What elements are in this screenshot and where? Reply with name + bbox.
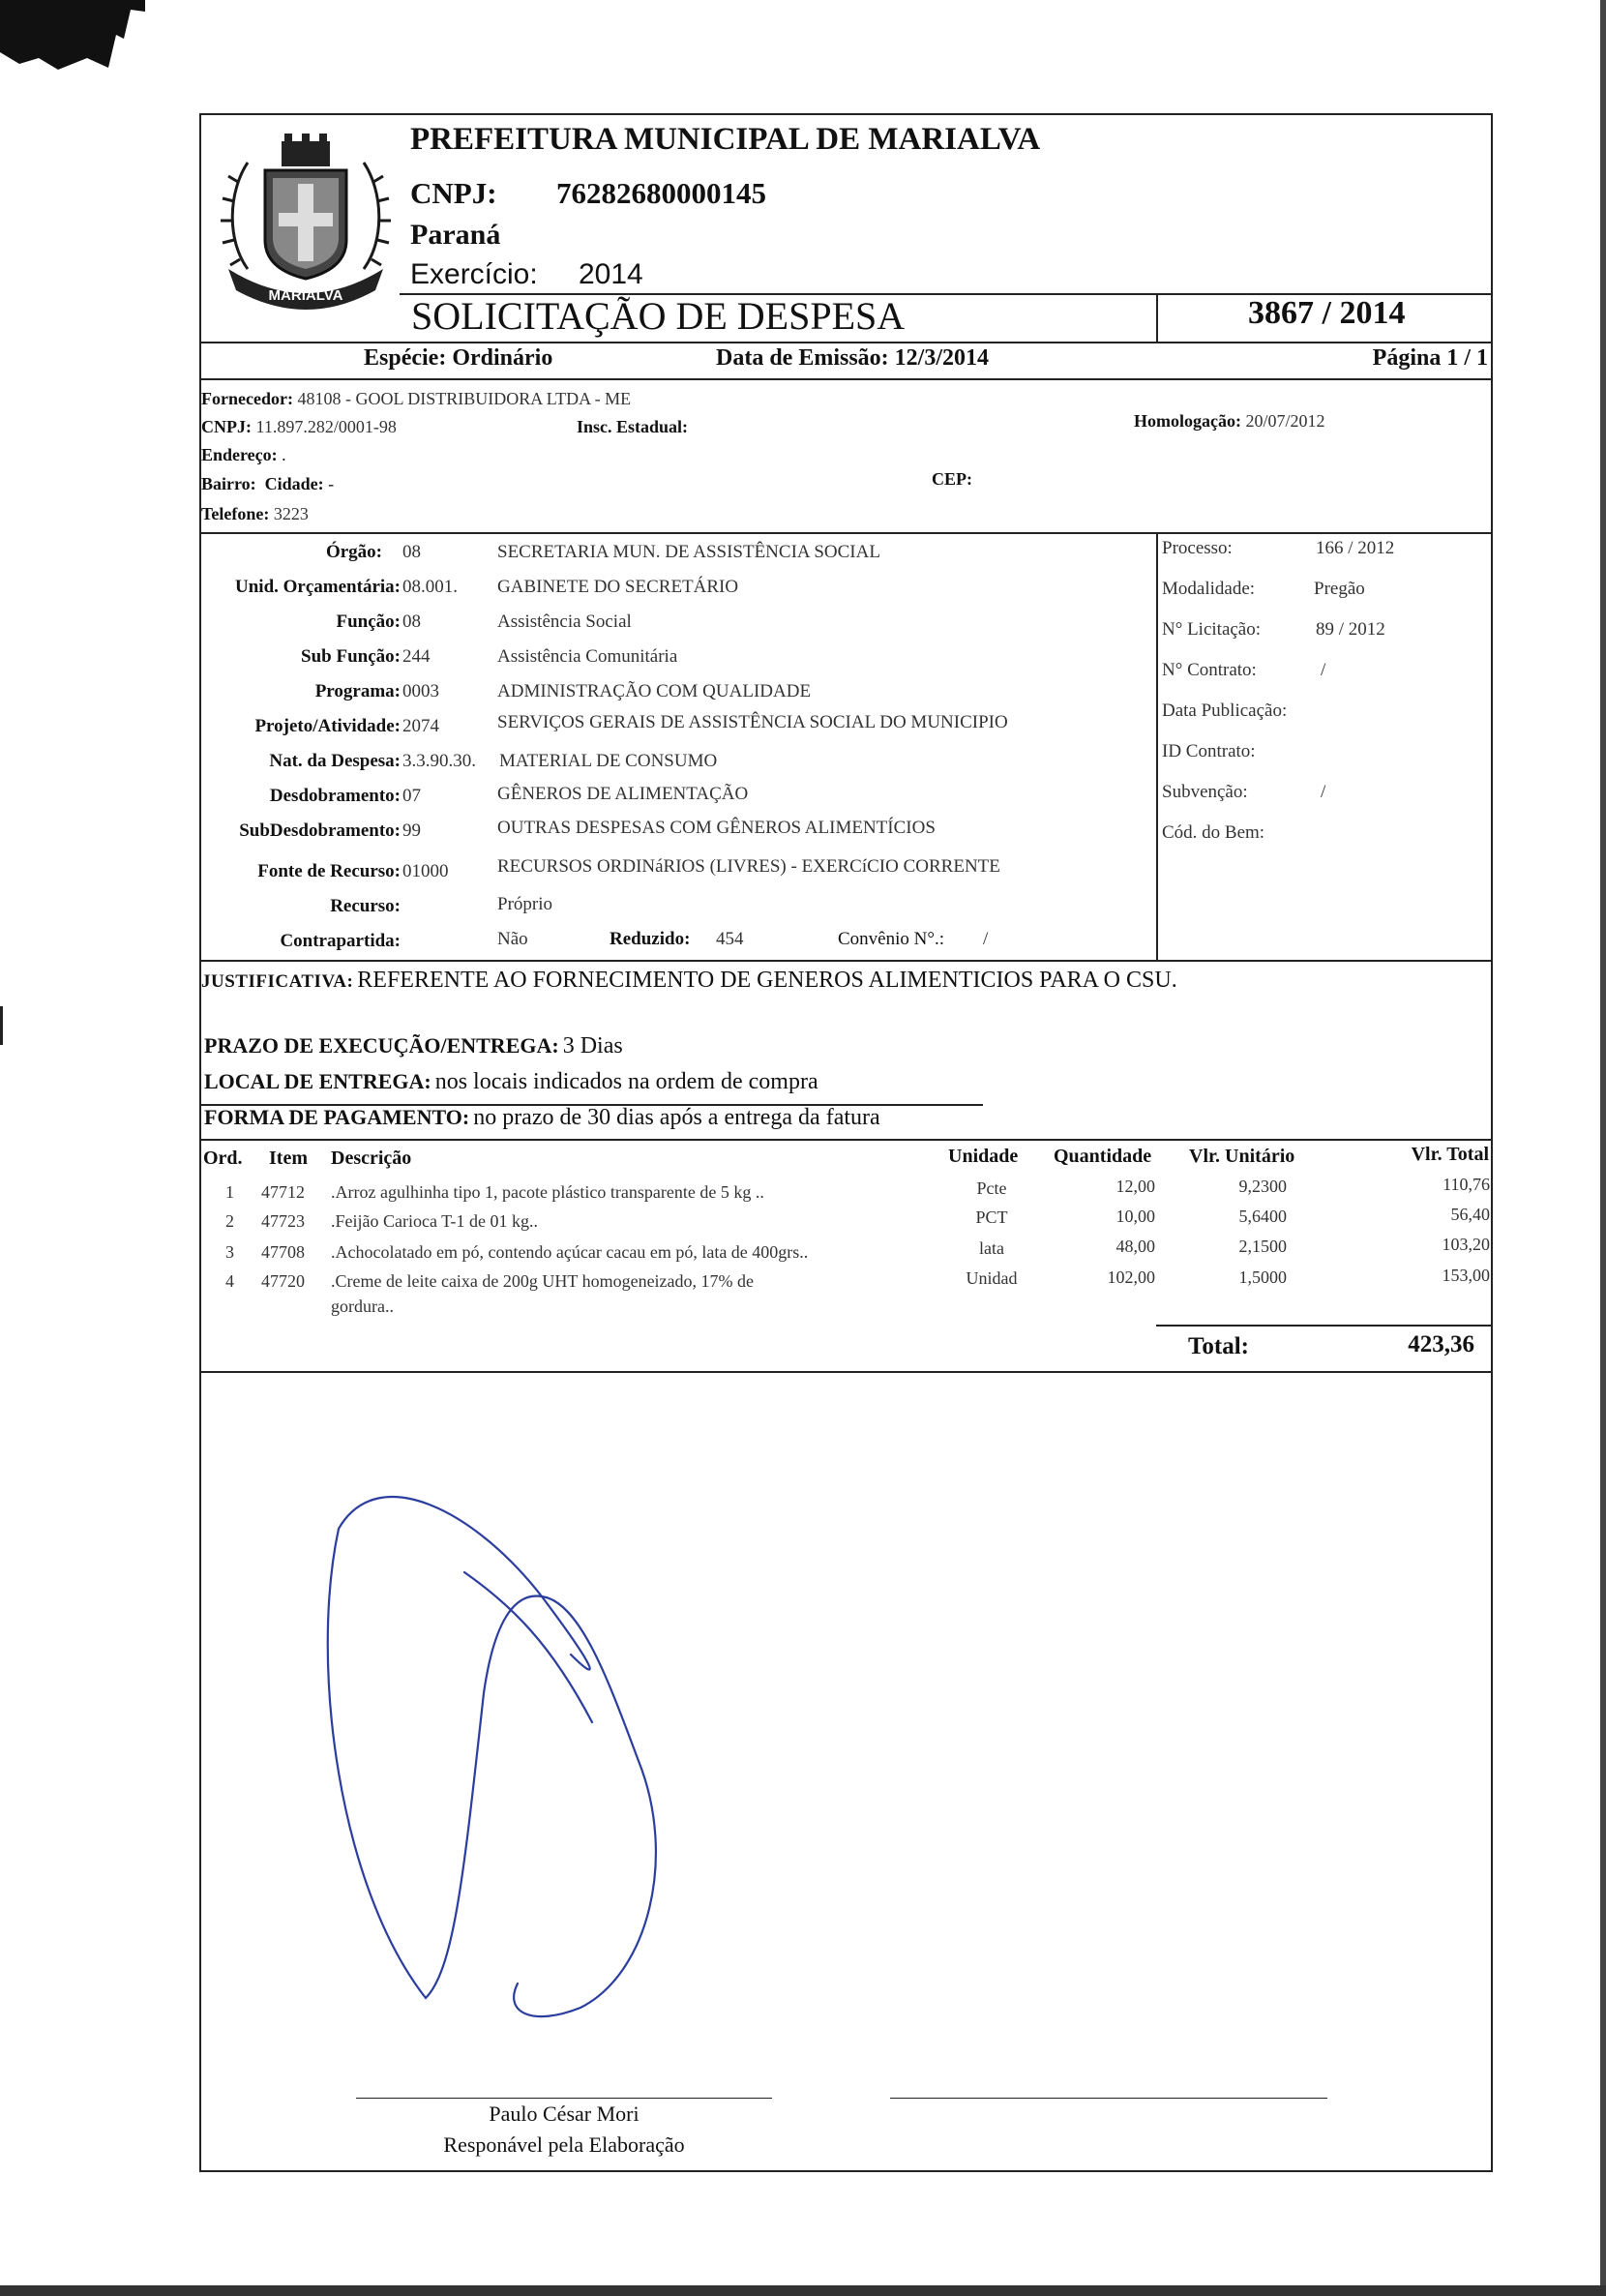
signatory-role: Responável pela Elaboração [443,2132,685,2157]
budget-label-recurso: Recurso: [330,896,401,916]
table-row-3-desc: .Achocolatado em pó, contendo açúcar cacau em pó, lata de 400grs.. [331,1242,809,1262]
total-value: 423,36 [1408,1331,1474,1357]
table-row-4-ord: 4 [225,1271,234,1291]
budget-desc-projeto: SERVIÇOS GERAIS DE ASSISTÊNCIA SOCIAL DO MUNICIPIO [497,712,1008,732]
table-row-3-item: 47708 [261,1242,305,1262]
forma-pagamento-value: no prazo de 30 dias após a entrega da fatura [473,1105,880,1130]
signatory-name: Paulo César Mori [489,2102,639,2126]
total-label: Total: [1188,1333,1249,1359]
process-value-modalidade: Pregão [1314,579,1365,599]
budget-desc-subdesdobramento: OUTRAS DESPESAS COM GÊNEROS ALIMENTÍCIOS [497,818,936,838]
homologacao-row [1134,411,1325,432]
table-row-3-unidade: lata [979,1238,1004,1258]
contrapartida-value: Não [497,929,528,949]
process-value-licitacao: 89 / 2012 [1316,619,1385,640]
signature-line-left [356,2098,772,2099]
budget-label-funcao: Função: [336,611,401,632]
budget-code-subdesdobramento: 99 [402,820,421,841]
process-label-publicacao: Data Publicação: [1162,701,1288,721]
budget-code-funcao: 08 [402,611,421,632]
budget-code-natureza: 3.3.90.30. [402,751,476,771]
budget-desc-fonte: RECURSOS ORDINáRIOS (LIVRES) - EXERCíCIO CORRENTE [497,856,1000,877]
endereco-row [201,445,286,465]
table-row-4-desc-cont: gordura.. [331,1297,394,1316]
municipal-coat-of-arms-icon [209,124,402,317]
budget-label-programa: Programa: [314,681,401,701]
budget-label-natureza: Nat. da Despesa: [269,751,401,771]
svg-text:MARIALVA: MARIALVA [268,287,343,304]
table-row-2-desc: .Feijão Carioca T-1 de 01 kg.. [331,1211,538,1231]
col-header-ord: Ord. [203,1148,243,1169]
especie: Espécie: Ordinário [364,345,553,371]
cnpj-label: CNPJ: [410,176,497,210]
convenio-value: / [983,929,989,949]
signature-line-right [890,2098,1327,2099]
table-row-1-desc: .Arroz agulhinha tipo 1, pacote plástico transparente de 5 kg .. [331,1182,764,1202]
table-row-4-quantidade: 102,00 [1107,1267,1155,1287]
table-row-2-unidade: PCT [975,1208,1008,1227]
budget-label-subdesdobramento: SubDesdobramento: [239,820,401,841]
telefone-row [201,504,309,524]
budget-label-projeto: Projeto/Atividade: [254,716,401,736]
budget-code-subfuncao: 244 [402,646,431,667]
supplier-cnpj-row [201,417,397,437]
budget-desc-subfuncao: Assistência Comunitária [497,646,678,667]
homologacao-value: 20/07/2012 [1245,411,1325,431]
exercicio-value: 2014 [579,258,643,290]
table-row-1-item: 47712 [261,1182,305,1202]
table-row-4-desc: .Creme de leite caixa de 200g UHT homogeneizado, 17% de [331,1271,755,1291]
cidade-value: - [328,474,335,493]
table-row-1-total: 110,76 [1442,1175,1490,1194]
col-header-descricao: Descrição [331,1148,412,1169]
table-row-3-quantidade: 48,00 [1115,1237,1155,1256]
process-label-processo: Processo: [1162,538,1233,558]
budget-code-desdobramento: 07 [402,786,421,806]
table-row-3-unitario: 2,1500 [1238,1237,1287,1256]
col-header-total: Vlr. Total [1411,1144,1489,1165]
table-row-3-ord: 3 [225,1242,234,1262]
insc-estadual-label: Insc. Estadual: [577,417,689,436]
local-entrega-value: nos locais indicados na ordem de compra [434,1069,818,1094]
cidade-label: Cidade: [264,474,324,493]
prazo-label: PRAZO DE EXECUÇÃO/ENTREGA: [204,1033,559,1058]
municipality-name: PREFEITURA MUNICIPAL DE MARIALVA [410,122,1041,157]
scan-left-edge [0,1006,3,1045]
budget-code-orgao: 08 [402,542,421,562]
table-row-2-item: 47723 [261,1211,305,1231]
table-row-4-item: 47720 [261,1271,305,1291]
supplier-bottom-rule [199,532,1493,534]
pagina: Página 1 / 1 [1372,345,1488,371]
justificativa-row [201,968,1177,994]
telefone-value: 3223 [273,504,309,523]
col-header-unidade: Unidade [948,1146,1019,1167]
process-value-subvencao: / [1321,782,1326,802]
col-header-quantidade: Quantidade [1054,1146,1152,1167]
scan-right-edge [1600,0,1606,2296]
process-label-subvencao: Subvenção: [1162,782,1248,802]
table-row-2-quantidade: 10,00 [1115,1207,1155,1226]
items-top-rule [199,1139,1493,1141]
fornecedor-value: 48108 - GOOL DISTRIBUIDORA LTDA - ME [297,389,632,408]
table-row-1-unitario: 9,2300 [1238,1177,1287,1196]
telefone-label: Telefone: [201,504,270,523]
col-header-unitario: Vlr. Unitário [1189,1146,1295,1167]
local-entrega-row [204,1069,818,1095]
budget-desc-funcao: Assistência Social [497,611,632,632]
table-row-4-total: 153,00 [1442,1266,1490,1285]
budget-code-programa: 0003 [402,681,439,701]
table-row-3-total: 103,20 [1442,1235,1490,1254]
supplier-cnpj-label: CNPJ: [201,417,252,436]
title-bottom-rule [199,342,1493,343]
table-row-1-quantidade: 12,00 [1115,1177,1155,1196]
budget-label-unid: Unid. Orçamentária: [235,577,401,597]
bairro-row [201,474,334,494]
budget-code-unid: 08.001. [402,577,458,597]
budget-desc-recurso: Próprio [497,894,552,914]
fornecedor-row [201,389,631,409]
scan-bottom-edge [0,2285,1606,2296]
endereco-label: Endereço: [201,445,278,464]
budget-label-desdobramento: Desdobramento: [269,786,401,806]
state-name: Paraná [410,219,501,251]
process-label-id-contrato: ID Contrato: [1162,741,1256,761]
bairro-label: Bairro: [201,474,256,493]
data-emissao: Data de Emissão: 12/3/2014 [716,345,989,371]
budget-code-projeto: 2074 [402,716,439,736]
budget-label-fonte: Fonte de Recurso: [257,861,401,881]
supplier-cnpj-value: 11.897.282/0001-98 [255,417,397,436]
endereco-value: . [282,445,286,464]
process-label-contrato: N° Contrato: [1162,660,1257,680]
process-label-licitacao: N° Licitação: [1162,619,1262,640]
reduzido-label: Reduzido: [610,929,691,949]
document-number: 3867 / 2014 [1248,295,1406,331]
justificativa-value: REFERENTE AO FORNECIMENTO DE GENEROS ALIMENTICIOS PARA O CSU. [357,968,1177,993]
budget-code-fonte: 01000 [402,861,449,881]
process-value-processo: 166 / 2012 [1316,538,1395,558]
document-title: SOLICITAÇÃO DE DESPESA [411,294,906,338]
process-label-modalidade: Modalidade: [1162,579,1256,599]
table-row-2-ord: 2 [225,1211,234,1231]
contrapartida-label: Contrapartida: [280,931,401,951]
forma-pagamento-label: FORMA DE PAGAMENTO: [204,1105,470,1129]
exercicio-label: Exercício: [410,258,538,290]
justificativa-label: JUSTIFICATIVA: [201,971,354,992]
scan-corner-artifact [0,0,145,106]
budget-label-orgao: Órgão: [325,542,382,562]
table-row-2-unitario: 5,6400 [1238,1207,1287,1226]
prazo-value: 3 Dias [562,1033,623,1059]
budget-desc-programa: ADMINISTRAÇÃO COM QUALIDADE [497,681,812,701]
table-row-1-ord: 1 [225,1182,234,1202]
budget-process-divider [1156,532,1158,961]
budget-desc-natureza: MATERIAL DE CONSUMO [499,751,718,771]
table-row-1-unidade: Pcte [976,1178,1007,1198]
fornecedor-label: Fornecedor: [201,389,293,408]
total-top-rule [1156,1325,1493,1327]
total-bottom-rule [199,1371,1493,1373]
cnpj-value: 76282680000145 [556,176,766,210]
process-label-cod-bem: Cód. do Bem: [1162,822,1265,843]
process-value-contrato: / [1321,660,1326,680]
budget-desc-unid: GABINETE DO SECRETÁRIO [497,577,739,597]
forma-pagamento-row [204,1105,880,1131]
table-row-2-total: 56,40 [1450,1205,1490,1224]
header-bottom-rule [199,378,1493,380]
homologacao-label: Homologação: [1134,411,1241,431]
budget-desc-desdobramento: GÊNEROS DE ALIMENTAÇÃO [497,784,749,804]
title-divider [1156,293,1158,343]
budget-bottom-rule [199,960,1493,962]
reduzido-value: 454 [716,929,744,949]
local-entrega-label: LOCAL DE ENTREGA: [204,1069,431,1093]
col-header-item: Item [269,1148,308,1169]
handwritten-signature [319,1471,726,2051]
cep-label: CEP: [932,469,972,489]
table-row-4-unidade: Unidad [966,1268,1018,1288]
table-row-4-unitario: 1,5000 [1238,1267,1287,1287]
convenio-label: Convênio N°.: [838,929,944,949]
budget-desc-orgao: SECRETARIA MUN. DE ASSISTÊNCIA SOCIAL [497,542,880,562]
budget-label-subfuncao: Sub Função: [301,646,401,667]
prazo-row [204,1033,623,1059]
